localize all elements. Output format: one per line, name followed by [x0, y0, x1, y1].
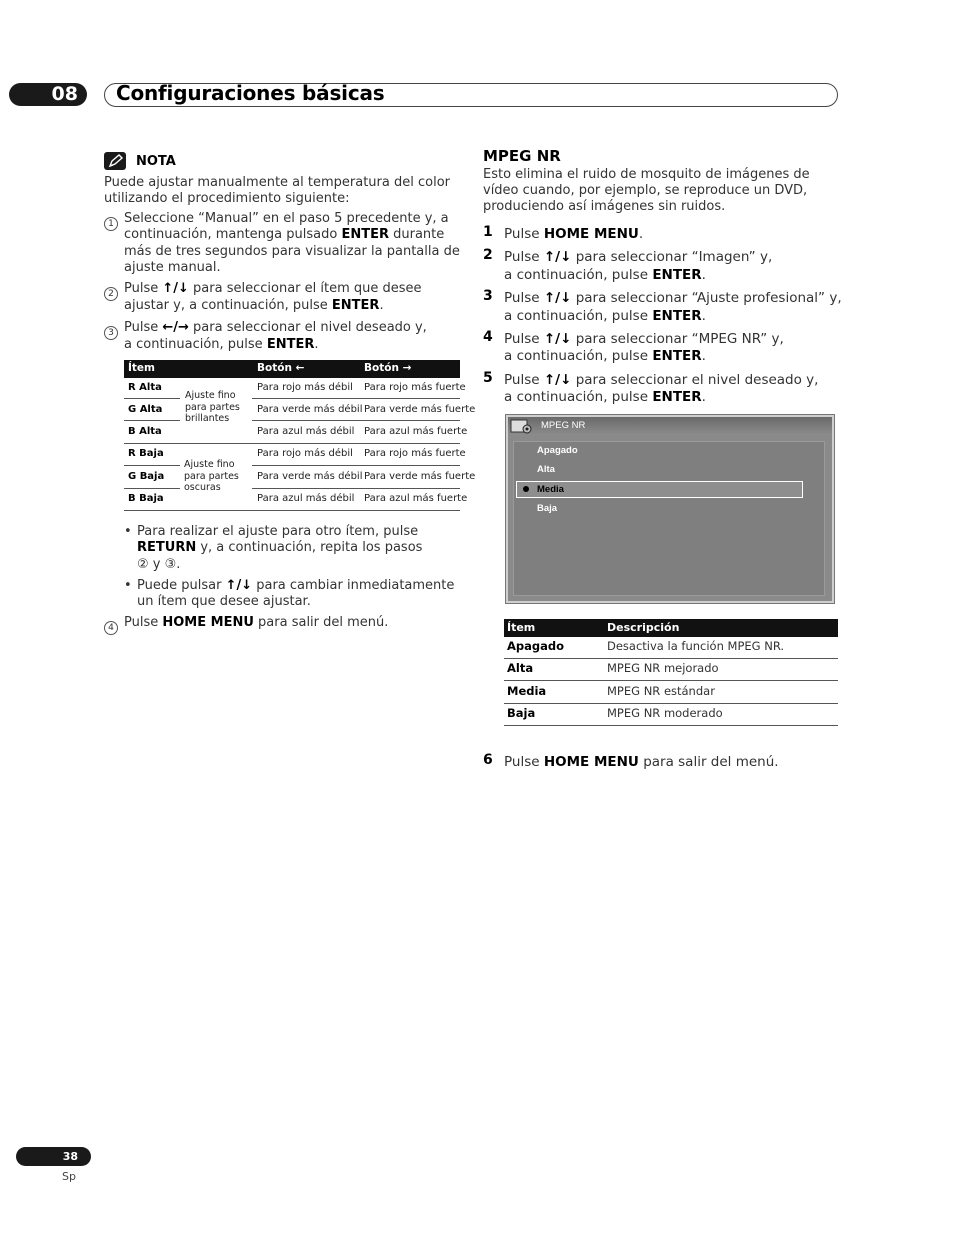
osd-menu-panel — [513, 441, 825, 596]
table-row-item: B Alta — [128, 426, 162, 437]
step6-text: Pulse HOME MENU para salir del menú. — [504, 754, 779, 770]
bullet-dot: • — [124, 524, 132, 539]
page-language: Sp — [62, 1170, 76, 1183]
color-table-header — [124, 360, 460, 378]
table-row-desc: MPEG NR estándar — [607, 684, 715, 698]
osd-option-selected[interactable]: Media — [537, 484, 564, 495]
col-item-header: Ítem — [507, 621, 536, 634]
step5-line1: Pulse ↑/↓ para seleccionar el nivel deseado y, — [504, 372, 819, 388]
step-3-marker: 3 — [104, 320, 118, 340]
bullet-dot: • — [124, 578, 132, 593]
section-title: MPEG NR — [483, 147, 561, 165]
table-row-right: Para rojo más fuerte — [364, 448, 466, 459]
step2-line2: a continuación, pulse ENTER. — [504, 267, 706, 283]
step-number: 4 — [483, 329, 493, 345]
mpeg-desc-3: produciendo así imágenes sin ruidos. — [483, 199, 726, 214]
step-number: 3 — [483, 288, 493, 304]
step-2-marker: 2 — [104, 281, 118, 301]
group-high-label: Ajuste fino para partes brillantes — [185, 390, 240, 424]
table-row-item: Apagado — [507, 639, 565, 653]
osd-option[interactable]: Baja — [537, 503, 558, 514]
item4-line: Pulse HOME MENU para salir del menú. — [124, 615, 389, 630]
col-left-button-header: Botón ← — [257, 362, 305, 374]
table-row-desc: MPEG NR moderado — [607, 706, 723, 720]
table-row-right: Para verde más fuerte — [364, 471, 476, 482]
step-1-marker: 1 — [104, 211, 118, 231]
table-row-left: Para azul más débil — [257, 493, 355, 504]
table-row-left: Para rojo más débil — [257, 382, 353, 393]
table-row-left: Para verde más débil — [257, 404, 363, 415]
step-number: 2 — [483, 247, 493, 263]
col-description-header: Descripción — [607, 621, 680, 634]
note-pencil-icon — [104, 152, 126, 170]
table-row-desc: Desactiva la función MPEG NR. — [607, 639, 785, 653]
step-4-marker: 4 — [104, 615, 118, 635]
bullet1-line2: RETURN y, a continuación, repita los pasos — [137, 540, 423, 555]
mpeg-desc-1: Esto elimina el ruido de mosquito de imágenes de — [483, 167, 810, 182]
item2-line1: Pulse ↑/↓ para seleccionar el ítem que desee — [124, 281, 422, 296]
selected-dot-icon — [523, 486, 529, 492]
bullet1-line3: ② y ③. — [137, 557, 181, 572]
table-row-item: R Alta — [128, 382, 162, 393]
mpeg-desc-2: vídeo cuando, por ejemplo, se reproduce un DVD, — [483, 183, 808, 198]
osd-option[interactable]: Apagado — [537, 445, 578, 456]
step4-line2: a continuación, pulse ENTER. — [504, 348, 706, 364]
bullet1-line1: Para realizar el ajuste para otro ítem, pulse — [137, 524, 419, 539]
table-row-right: Para rojo más fuerte — [364, 382, 466, 393]
table-row-item: Baja — [507, 706, 536, 720]
item1-line1: Seleccione “Manual” en el paso 5 precedente y, a — [124, 211, 449, 226]
page-title: Configuraciones básicas — [116, 81, 385, 105]
osd-option[interactable]: Alta — [537, 464, 555, 475]
item3-line1: Pulse ←/→ para seleccionar el nivel deseado y, — [124, 320, 427, 335]
step2-line1: Pulse ↑/↓ para seleccionar “Imagen” y, — [504, 249, 773, 265]
table-row-left: Para rojo más débil — [257, 448, 353, 459]
table-row-right: Para azul más fuerte — [364, 426, 468, 437]
step-number: 1 — [483, 224, 493, 240]
step5-line2: a continuación, pulse ENTER. — [504, 389, 706, 405]
step1-text: Pulse HOME MENU. — [504, 226, 644, 242]
item1-line2: continuación, mantenga pulsado ENTER durante — [124, 227, 445, 242]
osd-title: MPEG NR — [541, 420, 586, 431]
table-row-left: Para verde más débil — [257, 471, 363, 482]
bullet2-line2: un ítem que desee ajustar. — [137, 594, 311, 609]
note-title: NOTA — [136, 154, 176, 169]
col-item-header: Ítem — [128, 362, 155, 374]
step3-line2: a continuación, pulse ENTER. — [504, 308, 706, 324]
note-intro-1: Puede ajustar manualmente al temperatura del color — [104, 175, 450, 190]
table-row-right: Para verde más fuerte — [364, 404, 476, 415]
table-row-item: Alta — [507, 661, 534, 675]
item1-line4: ajuste manual. — [124, 260, 221, 275]
table-row-item: R Baja — [128, 448, 164, 459]
table-row-item: G Baja — [128, 471, 165, 482]
note-intro-2: utilizando el procedimiento siguiente: — [104, 191, 350, 206]
settings-icon — [510, 418, 536, 434]
item3-line2: a continuación, pulse ENTER. — [124, 337, 319, 352]
table-row-item: B Baja — [128, 493, 164, 504]
chapter-badge: 08 — [9, 83, 87, 106]
step4-line1: Pulse ↑/↓ para seleccionar “MPEG NR” y, — [504, 331, 784, 347]
table-row-left: Para azul más débil — [257, 426, 355, 437]
table-row-item: G Alta — [128, 404, 163, 415]
col-right-button-header: Botón → — [364, 362, 412, 374]
item2-line2: ajustar y, a continuación, pulse ENTER. — [124, 298, 384, 313]
group-low-label: Ajuste fino para partes oscuras — [184, 459, 239, 493]
step-number: 5 — [483, 370, 493, 386]
step3-line1: Pulse ↑/↓ para seleccionar “Ajuste profesional” y, — [504, 290, 842, 306]
table-row-desc: MPEG NR mejorado — [607, 661, 719, 675]
table-row-right: Para azul más fuerte — [364, 493, 468, 504]
page-number: 38 — [16, 1147, 91, 1166]
bullet2-line1: Puede pulsar ↑/↓ para cambiar inmediatamente — [137, 578, 455, 593]
mpeg-table-header — [504, 619, 838, 637]
table-row-item: Media — [507, 684, 547, 698]
item1-line3: más de tres segundos para visualizar la pantalla de — [124, 244, 460, 259]
step-number: 6 — [483, 752, 493, 768]
